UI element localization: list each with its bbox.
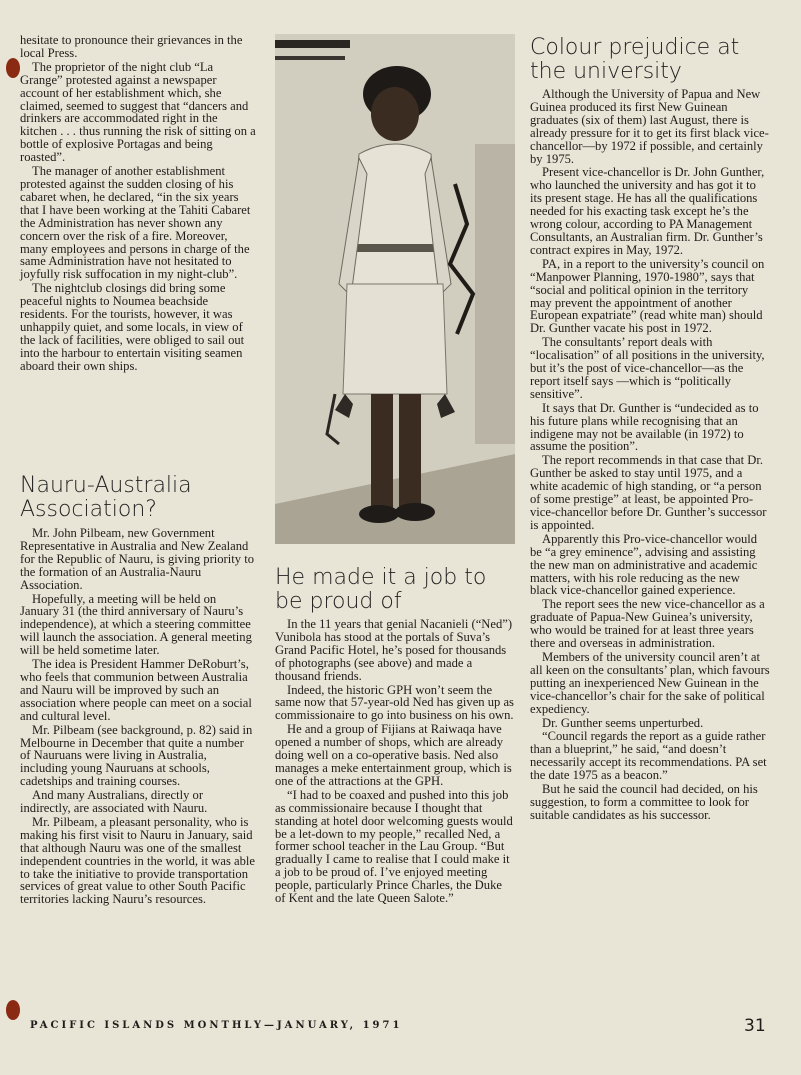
paragraph: Apparently this Pro-vice-chancellor would be “a grey eminence”, advising and assisting the new man on administrative and academic matters, with his role reducing as the new black vice-chancellor gained experience.: [530, 531, 758, 598]
paragraph: “Council regards the report as a guide rather than a blueprint,” he said, “and doesn’t necessarily accept its recommendations. PA set the date 1975 as a beacon.”: [530, 729, 767, 783]
page-number: 31: [744, 1016, 766, 1036]
paragraph: Hopefully, a meeting will be held on January 31 (the third anniversary of Nauru’s independence), at which a steering committee will launch the association. A general meeting will be held sometime later.: [20, 591, 252, 658]
colour-article: [530, 88, 770, 822]
paragraph: The report sees the new vice-chancellor as a graduate of Papua-New Guinea’s university, who would be trained for at least three years there and overseas in administration.: [530, 597, 765, 651]
paragraph: Members of the university council aren’t at all keen on the consultants’ plan, which favours putting an inexperienced New Guinean in the vice-chancellor’s chair for the sake of political expediency.: [530, 649, 770, 716]
job-headline: He made it a job to be proud of: [275, 565, 487, 614]
photo-illustration: [275, 34, 515, 544]
paragraph: Dr. Gunther seems unperturbed.: [542, 715, 704, 730]
paragraph: PA, in a report to the university’s council on “Manpower Planning, 1970-1980”, says that “social and political opinion in the territory may prevent the appointment of another European expatriate” (read white man) should Dr. Gunther vacate his post in 1972.: [530, 256, 765, 336]
job-article: [275, 618, 515, 905]
paragraph: He and a group of Fijians at Raiwaqa have opened a number of shops, which are already doing well on a co-operative basis. Ned also manages a meke entertainment group, which is one of the attractions at the GPH.: [275, 722, 512, 788]
column-left: [20, 34, 256, 373]
paragraph: The manager of another establishment protested against the sudden closing of his cabaret when, he declared, “in the six years that I have been working at the Tahiti Cabaret the Administration has never shown any concern over the risk of a fire. Moreover, many employees and persons in charge of the same Administration have not hesitated to joyfully risk suffocation in my night-club”.: [20, 164, 251, 282]
nauru-headline: Nauru-Australia Association?: [20, 473, 192, 522]
paragraph: Although the University of Papua and New Guinea produced its first New Guinean graduates (six of them) last August, there is already pressure for it to get its first black vice-chancellor—by 1972 if possible, and certainly by 1975.: [530, 87, 769, 166]
nauru-article: [20, 527, 256, 906]
paragraph: The proprietor of the night club “La Grange” protested against a newspaper account of her establishment which, she claimed, seemed to suggest that “dancers and drinkers are accommodated right in the kitchen . . . thus running the risk of sitting on a bottle of explosive Portagas and being roasted”.: [20, 59, 256, 165]
paragraph: In the 11 years that genial Nacanieli (“Ned”) Vunibola has stood at the portals of Suva’s Grand Pacific Hotel, he’s posed for thousands of photographs (see above) and made a thousand friends.: [275, 617, 513, 683]
paragraph: Mr. Pilbeam, a pleasant personality, who is making his first visit to Nauru in January, said that although Nauru was one of the smallest independent countries in the world, it was able to take the initiative to provide transportation services of great value to other South Pacific territories lacking Nauru’s resources.: [20, 814, 256, 907]
paragraph: The report recommends in that case that Dr. Gunther be asked to stay until 1975, and a white academic of high standing, or “a person of some prestige” at least, be appointed Pro-vice-chancellor before Dr. Gunther’s successor is appointed.: [530, 453, 767, 532]
commissionaire-photo: [275, 34, 515, 544]
colour-headline: Colour prejudice at the university: [530, 35, 740, 84]
paragraph: “I had to be coaxed and pushed into this job as commissionaire because I thought that standing at hotel door welcoming guests would be a let-down to my people,” recalled Ned, a former school teacher in the Lau Group. “But gradually I came to realise that I could make it a job to be proud of. I’ve enjoyed meeting people, particularly Prince Charles, the Duke of Kent and the late Queen Salote.”: [275, 787, 513, 906]
paragraph: But he said the council had decided, on his suggestion, to form a committee to look for suitable candidates as his successor.: [530, 782, 758, 822]
paragraph: hesitate to pronounce their grievances in the local Press.: [20, 33, 243, 60]
paragraph: Indeed, the historic GPH won’t seem the same now that 57-year-old Ned has given up as commissionaire to go into business on his own.: [275, 682, 514, 723]
page-footer: [0, 1016, 801, 1046]
paragraph: Mr. Pilbeam (see background, p. 82) said in Melbourne in December that quite a number of Nauruans were living in Australia, including young Nauruans at schools, cadetships and training courses.: [20, 722, 253, 789]
paragraph: It says that Dr. Gunther is “undecided as to his future plans while recognising that an indigene may not be available (in 1972) to assume the position”.: [530, 400, 759, 454]
paragraph: The consultants’ report deals with “localisation” of all positions in the university, but it’s the post of vice-chancellor—as the report itself says —which is “politically sensitive”.: [530, 335, 765, 401]
paragraph: And many Australians, directly or indirectly, are associated with Nauru.: [20, 788, 208, 816]
paragraph: Mr. John Pilbeam, new Government Representative in Australia and New Zealand for the Republic of Nauru, is giving priority to the formation of an Australia-Nauru Association.: [20, 526, 254, 592]
binding-hole: [6, 58, 20, 78]
magazine-name: PACIFIC ISLANDS MONTHLY—JANUARY, 1971: [30, 1020, 403, 1031]
paragraph: The nightclub closings did bring some peaceful nights to Noumea beachside residents. For the tourists, however, it was unhappily quiet, and some locals, in view of the lack of facilities, were obliged to sail out into the harbour to entertain visiting seamen aboard their own ships.: [20, 281, 245, 373]
paragraph: The idea is President Hammer DeRoburt’s, who feels that communion between Australia and Nauru will be improved by such an association where people can meet on a social and cultural level.: [20, 657, 252, 723]
paragraph: Present vice-chancellor is Dr. John Gunther, who launched the university and has got it to its present stage. He has all the qualifications needed for his exacting task except he’s the wrong colour, according to PA Management Consultants, an Australian firm. Dr. Gunther’s contract expires in May, 1972.: [530, 165, 765, 257]
